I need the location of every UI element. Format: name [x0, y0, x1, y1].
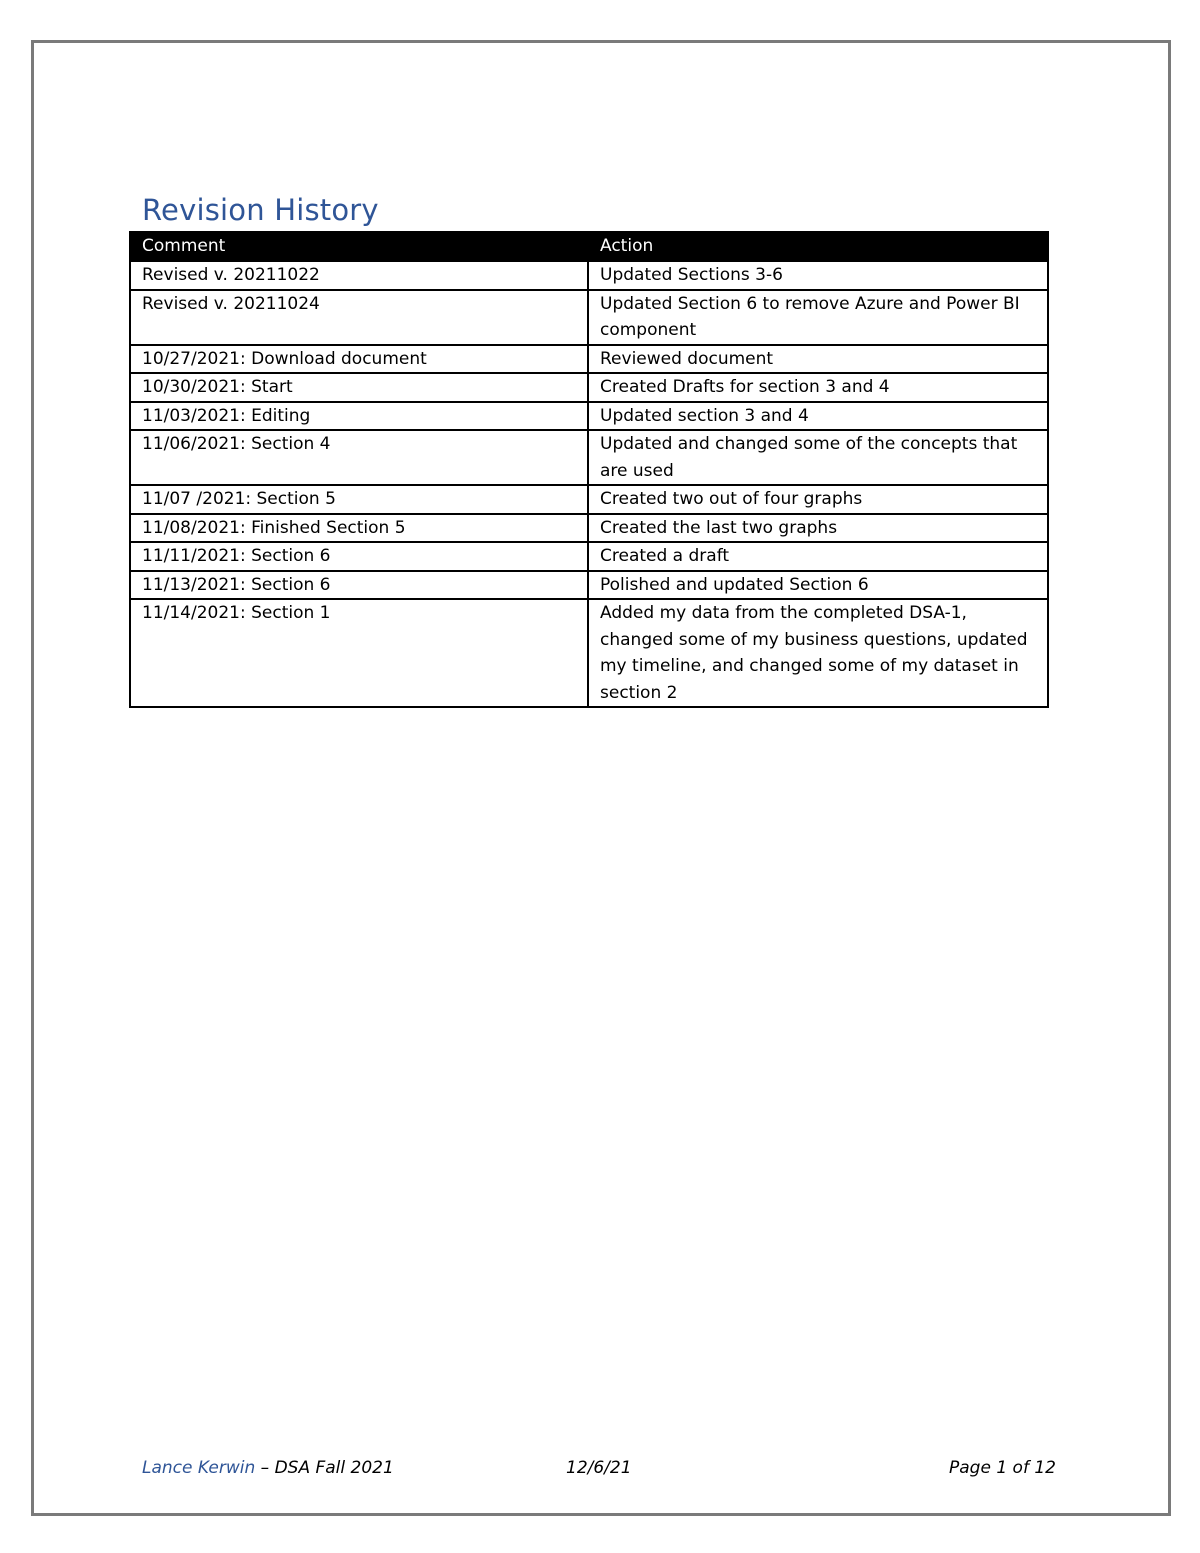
- comment-cell: 11/13/2021: Section 6: [130, 571, 588, 600]
- footer-date: 12/6/21: [566, 1458, 632, 1478]
- action-cell: Created the last two graphs: [588, 514, 1048, 543]
- action-cell: Reviewed document: [588, 345, 1048, 374]
- action-cell: Updated Sections 3-6: [588, 261, 1048, 290]
- action-cell: Updated and changed some of the concepts that are used: [588, 430, 1048, 485]
- comment-cell: Revised v. 20211024: [130, 290, 588, 345]
- action-cell: Created two out of four graphs: [588, 485, 1048, 514]
- table-row: [130, 599, 1048, 707]
- comment-cell: 11/03/2021: Editing: [130, 402, 588, 431]
- action-cell: Added my data from the completed DSA-1, changed some of my business questions, updated my timeline, and changed some of my dataset in section 2: [588, 599, 1048, 707]
- action-cell: Created a draft: [588, 542, 1048, 571]
- action-cell: Created Drafts for section 3 and 4: [588, 373, 1048, 402]
- table-row: [130, 542, 1048, 571]
- footer-author-course: [142, 1458, 394, 1478]
- comment-cell: 10/27/2021: Download document: [130, 345, 588, 374]
- comment-cell: 11/07 /2021: Section 5: [130, 485, 588, 514]
- comment-cell: 11/08/2021: Finished Section 5: [130, 514, 588, 543]
- table-row: [130, 402, 1048, 431]
- action-cell: Updated section 3 and 4: [588, 402, 1048, 431]
- footer-course: – DSA Fall 2021: [255, 1458, 394, 1478]
- table-row: [130, 290, 1048, 345]
- table-row: [130, 345, 1048, 374]
- comment-cell: 11/06/2021: Section 4: [130, 430, 588, 485]
- comment-cell: 11/14/2021: Section 1: [130, 599, 588, 707]
- page-title: Revision History: [142, 193, 379, 227]
- footer-author: Lance Kerwin: [142, 1458, 256, 1478]
- table-row: [130, 485, 1048, 514]
- revision-table: [129, 231, 1049, 708]
- table-row: [130, 571, 1048, 600]
- column-header-comment: Comment: [130, 232, 588, 261]
- action-cell: Polished and updated Section 6: [588, 571, 1048, 600]
- table-row: [130, 430, 1048, 485]
- table-row: [130, 261, 1048, 290]
- table-row: [130, 514, 1048, 543]
- footer-page-number: Page 1 of 12: [949, 1458, 1056, 1478]
- comment-cell: 11/11/2021: Section 6: [130, 542, 588, 571]
- column-header-action: Action: [588, 232, 1048, 261]
- table-row: [130, 373, 1048, 402]
- table-header-row: [130, 232, 1048, 261]
- comment-cell: 10/30/2021: Start: [130, 373, 588, 402]
- comment-cell: Revised v. 20211022: [130, 261, 588, 290]
- action-cell: Updated Section 6 to remove Azure and Power BI component: [588, 290, 1048, 345]
